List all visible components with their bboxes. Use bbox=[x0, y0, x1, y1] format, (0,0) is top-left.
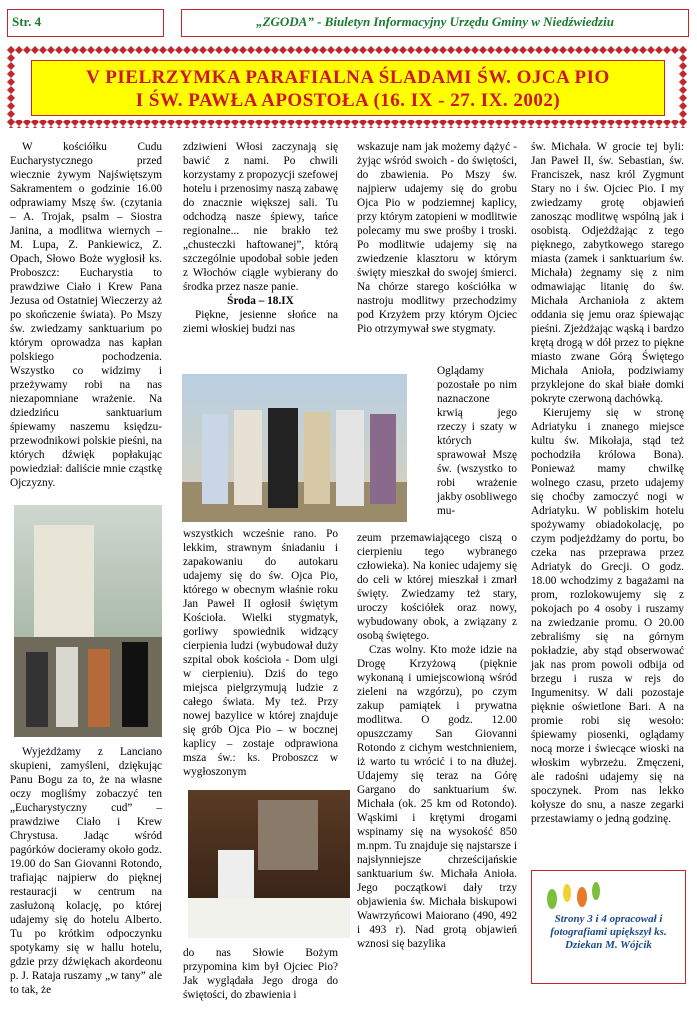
column-4 bbox=[531, 140, 684, 826]
paragraph: wszystkich wcześnie rano. Po lekkim, strawnym śniadaniu i zapakowaniu do autokaru udajemy się do św. Ojca Pio, którego w obecnym właśnie roku Jan Paweł II ogłosił świętym Kościoła. Wielki stygmatyk, gorliwy spowiednik widzący cierpienia ludzi (wybudował duży szpital obok kościoła - Dom ulgi w cierpieniu). Dziś do tego miejsca pielgrzymują ludzie z całego świata. My też. Przy nowej bazylice w której znajduje się grób Ojca Pio – w bocznej kaplicy – zostaje odprawiona msza św.: ks. Proboszcz w wygłoszonym bbox=[183, 528, 338, 778]
column-3-mid bbox=[357, 531, 517, 951]
photo-monument bbox=[14, 505, 162, 737]
column-1-top bbox=[10, 140, 162, 490]
title-line-1: V PIELRZYMKA PARAFIALNA ŚLADAMI ŚW. OJCA PIO bbox=[86, 67, 610, 88]
header-title: „ZGODA” - Biuletyn Informacyjny Urzędu Gminy w Niedźwiedziu bbox=[256, 14, 614, 29]
photo-mass bbox=[188, 790, 350, 938]
paragraph: do nas Słowie Bożym przypomina kim był Ojciec Pio? Jak wyglądała Jego droga do świętości, do zbawienia i bbox=[183, 947, 338, 1001]
title-frame bbox=[7, 46, 687, 128]
flowers-decoration bbox=[532, 871, 685, 911]
paragraph: W kościółku Cudu Eucharystycznego przed wiecznie żywym Najświętszym Sakramentem o godzinie 16.00 odprawiamy Mszę św. (czytania – A. Trojak, psalm – Siostra Janina, a modlitwa wiernych – M. Lupa, Z. Pankiewicz, Z. Opach, Słowo Boże wygłosił ks. Proboszcz: Eucharystia to prawdziwe Ciało i Krew Pana Jezusa od Ostatniej Wieczerzy aż po skończenie świata). Po Mszy św. zwiedzamy sanktuarium po którym oprowadza nas kapłan polskiego pochodzenia. Wszystko co widzimy i przeżywamy robi na nas niezapomniane wrażenie. Na dziedzińcu sanktuarium śpiewamy naszemu księdzu-przewodnikowi polskie pieśni, na których dźwięk popłakując powiedział: daliście mnie cząstkę Ojczyzny. bbox=[10, 141, 162, 489]
page-number-box bbox=[7, 9, 164, 37]
column-2-mid bbox=[183, 527, 338, 779]
paragraph: zdziwieni Włosi zaczynają się bawić z nami. Po chwili korzystamy z propozycji szefowej hotelu i przenosimy naszą zabawę do znacznie większej sali. Tu odchodzą nasze śpiewy, tańce regionalne... nie brakło też „chusteczki haftowanej”, którą szczególnie upodobał sobie jeden z Włochów ciągle wybierany do środka przez nasze panie. bbox=[183, 141, 338, 293]
caption-text: Strony 3 i 4 opracował i fotografiami upiększył ks. Dziekan M. Wójcik bbox=[550, 913, 667, 951]
column-2-top bbox=[183, 140, 338, 336]
paragraph: Wyjeżdżamy z Lanciano skupieni, zamyśleni, dziękując Panu Bogu za to, że na własne oczy mogliśmy zobaczyć ten „Eucharystyczny cud” – prawdziwe Ciało i Krew Chrystusa. Jadąc wśród pagórków docieramy około godz. 19.00 do San Giovanni Rotondo, trafiając najpierw do pięknej restauracji w centrum na zasłużoną kolację, po której udajemy się do hotelu Alberto. Tu po krótkim odpoczynku spotykamy się w hallu hotelu, gdzie przy dźwiękach akordeonu p. J. Rataja ruszamy „w tany” ale to tak, że bbox=[10, 746, 162, 996]
photo-group bbox=[182, 374, 407, 522]
column-1-bottom bbox=[10, 745, 162, 997]
column-3-top bbox=[357, 140, 517, 336]
paragraph: wskazuje nam jak możemy dążyć - żyjąc wśród swoich - do świętości, do zbawienia. Po Mszy św. najpierw udajemy się do grobu Ojca Pio w podziemnej kaplicy, przy którym zatopieni w modlitwie polecamy mu swe prośby i troski. Po modlitwie udajemy się na zwiedzenie klasztoru w którym święty mieszkał do swojej śmierci. Na chórze starego kościółka w nastroju modlitwy przechodzimy pod Krzyżem przy którym Ojciec Pio otrzymywał swe stygmaty. bbox=[357, 141, 517, 335]
title-line-2: I ŚW. PAWŁA APOSTOŁA (16. IX - 27. IX. 2002) bbox=[135, 90, 561, 111]
section-heading: Środa – 18.IX bbox=[227, 295, 294, 307]
header-box bbox=[181, 9, 689, 37]
paragraph: Oglądamy pozostałe po nim naznaczone krwią jego rzeczy i szaty w których sprawował Mszę św. (wszystko to robi wrażenie jakby osobliwego mu- bbox=[437, 365, 518, 517]
paragraph: zeum przemawiającego ciszą o cierpieniu tego wybranego człowieka). Na koniec udajemy się do celi w której mieszkał i zmarł święty. Zwiedzamy też stary, uroczy kościółek oraz nowy, wybudowany obok, a związany z osobą świętego. bbox=[357, 532, 517, 642]
paragraph: Piękne, jesienne słońce na ziemi włoskiej budzi nas bbox=[183, 309, 338, 335]
paragraph: Kierujemy się w stronę Adriatyku i znanego miejsce kultu św. Mikołaja, stąd też pochodziła królowa Bona). Ponieważ mamy chwilkę wolnego czasu, przeto udajemy się choćby zamoczyć nogi w Adriatyku. W pobliskim hotelu spożywamy obiadokolację, po czym podjeżdżamy do portu, bo czeka nas przeprawa przez Adriatyk do Grecji. O godz. 18.00 wchodzimy z bagażami na prom, rozlokowujemy się z pokojach po 4 osoby i ruszamy na zwiedzanie promu. O 20.00 zebraliśmy się na górnym pokładzie, aby stąd obserwować jak nas prom powoli odbija od brzegu i rusza w rejs do Ingumenitsy. W dali pozostaje pięknie oświetlone Bari. A na promie robi się wesoło: śpiewamy piosenki, oglądamy nocą morze i świecące wioski na włoskim wybrzeżu. Zmęczeni, ale radośni udajemy się na spoczynek. Prom nas lekko kołysze do snu, a nasze zegarki przestawiamy o jedną godzinę. bbox=[531, 407, 684, 825]
column-2-bottom bbox=[183, 946, 338, 1002]
title-box bbox=[31, 60, 665, 116]
column-3-narrow bbox=[437, 364, 517, 518]
caption-box bbox=[531, 870, 686, 984]
paragraph: św. Michała. W grocie tej byli: Jan Paweł II, św. Sebastian, św. Franciszek, nasz król Zygmunt Stary no i św. Ojciec Pio. I my zwiedzamy grotę objawień zanosząc modlitwę wspólną jak i osobistą. Odjeżdżając z tego pięknego, zabytkowego starego miasta (zamek i sanktuarium św. Michała) żegnamy się z nim odmawiając litanię do św. Michała Archanioła z aktem oddania się jemu oraz śpiewając pieśni. Zjeżdżając wąską i bardzo krętą drogą w dół przez to piękne miasto zwane Górą Świętego Michała Anioła, podziwiamy przyklejone do skał białe domki pokryte czerwoną dachówką. bbox=[531, 141, 684, 405]
paragraph: Czas wolny. Kto może idzie na Drogę Krzyżową (pięknie wykonaną i umiejscowioną wśród zieleni na wzgórzu), po czym zakup pamiątek i prywatna modlitwa. O godz. 12.00 opuszczamy San Giovanni Rotondo z cichym westchnieniem, iż warto tu wrócić i to na dłużej. Udajemy się teraz na Górę Gargano do sanktuarium św. Michała (ok. 25 km od Rotondo). Wąskimi i krętymi drogami wspinamy się na wysokość 850 m.npm. Tu znajduje się najstarsze i najsłynniejsze chrześcijańskie sanktuarium św. Michała Anioła. Jego początkowi dały trzy objawienia św. Michała biskupowi Wawrzyńcowi Maiorano (490, 492 i 493 r). Nad grotą objawień wznosi się bazylika bbox=[357, 644, 517, 950]
page-number: Str. 4 bbox=[12, 14, 42, 29]
